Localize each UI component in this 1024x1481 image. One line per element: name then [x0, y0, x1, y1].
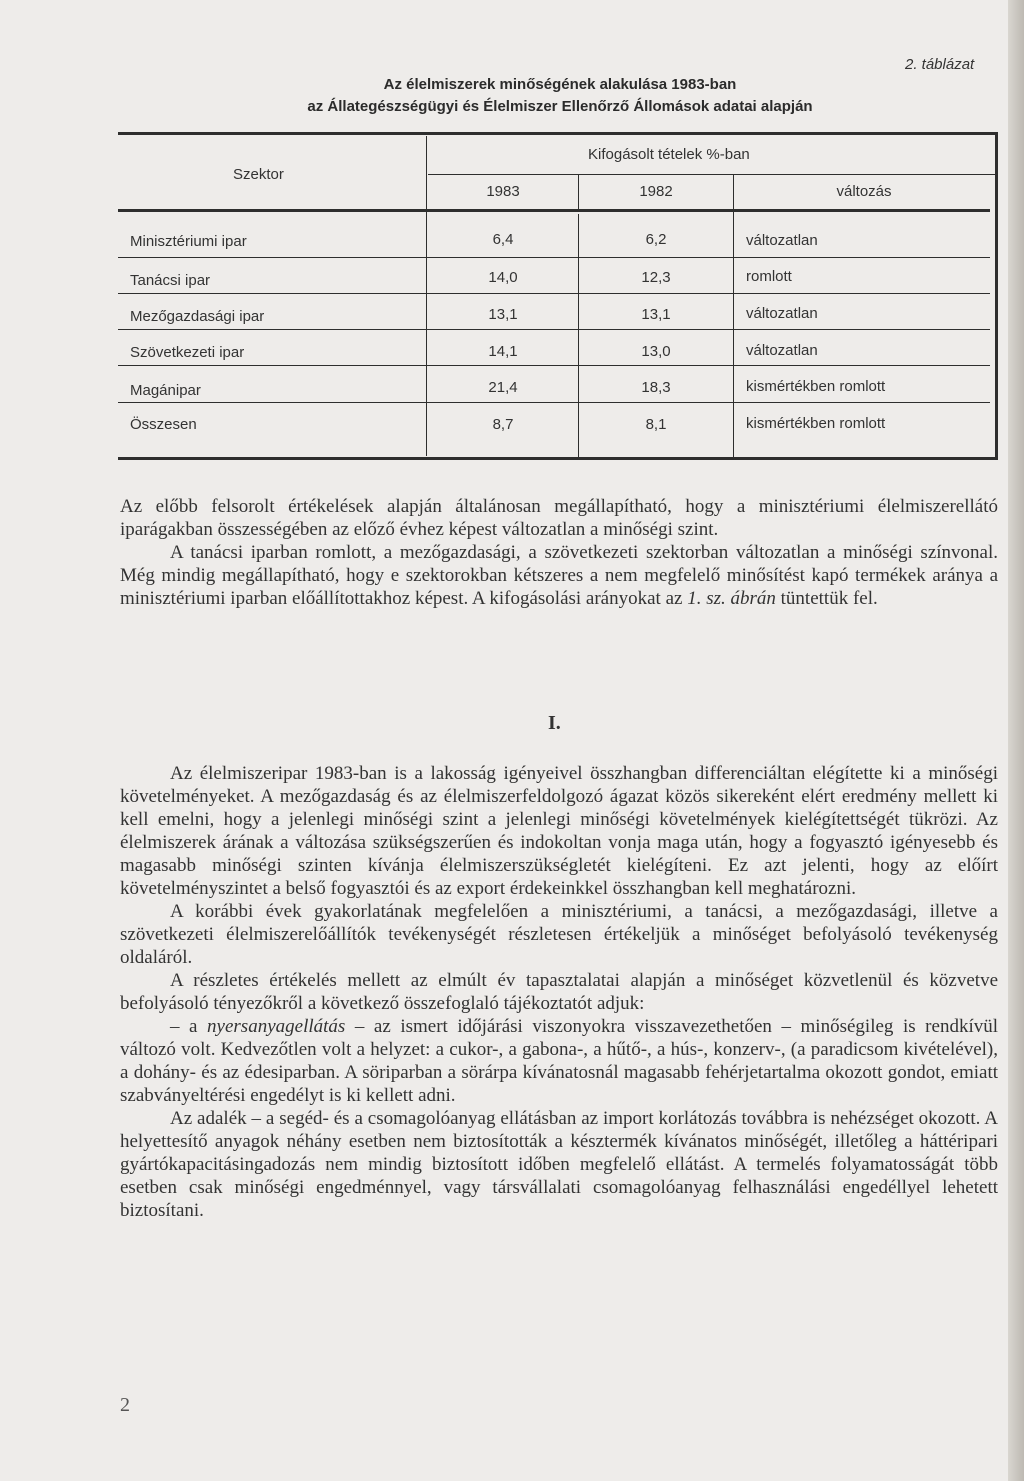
table-header-subrule — [428, 174, 996, 175]
table-col-divider-3 — [733, 175, 734, 457]
table-col-divider-1 — [426, 136, 427, 456]
table-cell: 8,7 — [492, 416, 514, 433]
row-underline — [118, 402, 990, 403]
paragraph: Az élelmiszeripar 1983-ban is a lakosság igényeivel összhangban differenciáltan elégítette ki a minőségi követelményeket. A mezőgazdaság és az élelmiszerfeldolgozó ágazat közös sikereként elért eredmény mellett ki kell emelni, hogy a jelenlegi minőségi szint a jelenlegi minőségi követelmények kielégítettségét tükrözi. Az élelmiszerek árának a változása szükségszerűen és indokoltan vonja maga után, hogy a fogyasztó igényesebb és magasabb minőségi szinten kívánja élelmiszerszükségletét kielégíteni. Ez azt jelenti, hogy az előírt követelményszintet a belső fogyasztói és az export érdekeinkkel összhangban kell meghatározni. — [120, 763, 998, 899]
paragraph: Az adalék – a segéd- és a csomagolóanyag ellátásban az import korlátozás továbbra is nehézséget okozott. A helyettesítő anyagok néhány esetben nem biztosították a késztermék kívánatos minőségét, illetőleg a háttéripari gyártókapacitásingadozás nem mindig biztosított időben megfelelő ellátást. A termelés folyamatosságát több esetben csak minőségi engedménnyel, vagy társvállalati csomagolóanyag felhasználási engedéllyel lehetett biztosítani. — [120, 1108, 998, 1221]
table-number: 2. táblázat — [905, 56, 975, 73]
table-cell: 18,3 — [641, 379, 671, 396]
intro-text — [120, 495, 998, 610]
section-heading: I. — [548, 712, 561, 734]
paragraph: A részletes értékelés mellett az elmúlt év tapasztalatai alapján a minőséget közvetlenül és közvetve befolyásoló tényezőkről a következő összefoglaló tájékoztatót adjuk: — [120, 970, 998, 1014]
data-table — [118, 132, 998, 460]
table-row-label: Magánipar — [130, 382, 201, 399]
table-cell: kismértékben romlott — [746, 378, 886, 395]
table-cell: romlott — [746, 268, 792, 285]
table-cell: 8,1 — [645, 416, 667, 433]
table-row-label: Minisztériumi ipar — [130, 233, 247, 250]
paragraph: A korábbi évek gyakorlatának megfelelően a minisztériumi, a tanácsi, a mezőgazdasági, illetve a szövetkezeti élelmiszerelőállítók tevékenységét részletesen értékeljük a minőséget befolyásoló tevékenység oldaláról. — [120, 901, 998, 968]
column-header-1983: 1983 — [486, 183, 520, 200]
table-cell: 13,1 — [641, 306, 671, 323]
page-edge — [1008, 0, 1024, 1481]
table-row-label: Mezőgazdasági ipar — [130, 308, 265, 325]
table-top-border — [118, 132, 998, 135]
row-underline — [118, 329, 990, 330]
table-title-line-2: az Állategészségügyi és Élelmiszer Ellenőrző Állomások adatai alapján — [307, 98, 813, 115]
table-cell: 6,2 — [645, 231, 667, 248]
table-title-line-1: Az élelmiszerek minőségének alakulása 1983-ban — [383, 76, 737, 93]
table-row-label: Szövetkezeti ipar — [130, 344, 245, 361]
table-cell: változatlan — [746, 342, 818, 359]
table-right-border — [995, 132, 998, 460]
row-underline — [118, 257, 990, 258]
table-cell: 14,1 — [488, 343, 518, 360]
table-cell: 14,0 — [488, 269, 518, 286]
table-cell: 12,3 — [641, 269, 671, 286]
table-bottom-border — [118, 457, 998, 460]
row-underline — [118, 365, 990, 366]
paragraph: A tanácsi iparban romlott, a mezőgazdasági, a szövetkezeti szektorban változatlan a minőségi színvonal. Még mindig megállapítható, hogy e szektorokban kétszeres a nem megfelelő minősítést kapó termékek aránya a minisztériumi iparban előállítottakhoz képest. A kifogásolási arányokat az 1. sz. ábrán tüntettük fel. — [120, 542, 998, 609]
paragraph: – a nyersanyagellátás – az ismert időjárási viszonyokra visszavezethetően – minőségileg is rendkívül változó volt. Kedvezőtlen volt a helyzet: a cukor-, a gabona-, a hűtő-, a hús-, konzerv-, (a paradicsom kivételével), a dohány- és az édesiparban. A söriparban a sörárpa kívánatosnál magasabb fehérjetartalma okozott gondot, emiatt szabványeltérési engedélyt is ki kellett adni. — [120, 1016, 999, 1106]
table-row-label: Tanácsi ipar — [130, 272, 211, 289]
column-header-sektor: Szektor — [233, 166, 284, 183]
column-group-header: Kifogásolt tételek %-ban — [588, 146, 750, 163]
column-header-1982: 1982 — [639, 183, 673, 200]
column-header-valtozas: változás — [836, 183, 892, 200]
table-cell: 21,4 — [488, 379, 518, 396]
section-text — [120, 762, 998, 1222]
paragraph: Az előbb felsorolt értékelések alapján általánosan megállapítható, hogy a minisztériumi élelmiszerellátó iparágakban összességében az előző évhez képest változatlan a minőségi szint. — [120, 496, 998, 540]
table-cell: változatlan — [746, 305, 818, 322]
table-cell: kismértékben romlott — [746, 415, 886, 432]
table-cell: 6,4 — [492, 231, 514, 248]
table-cell: 13,0 — [641, 343, 671, 360]
table-cell: 13,1 — [488, 306, 518, 323]
table-cell: változatlan — [746, 232, 818, 249]
table-header-bottom-rule — [118, 209, 990, 212]
row-underline — [118, 293, 990, 294]
page-number: 2 — [120, 1394, 130, 1416]
table-row-label: Összesen — [130, 416, 197, 433]
